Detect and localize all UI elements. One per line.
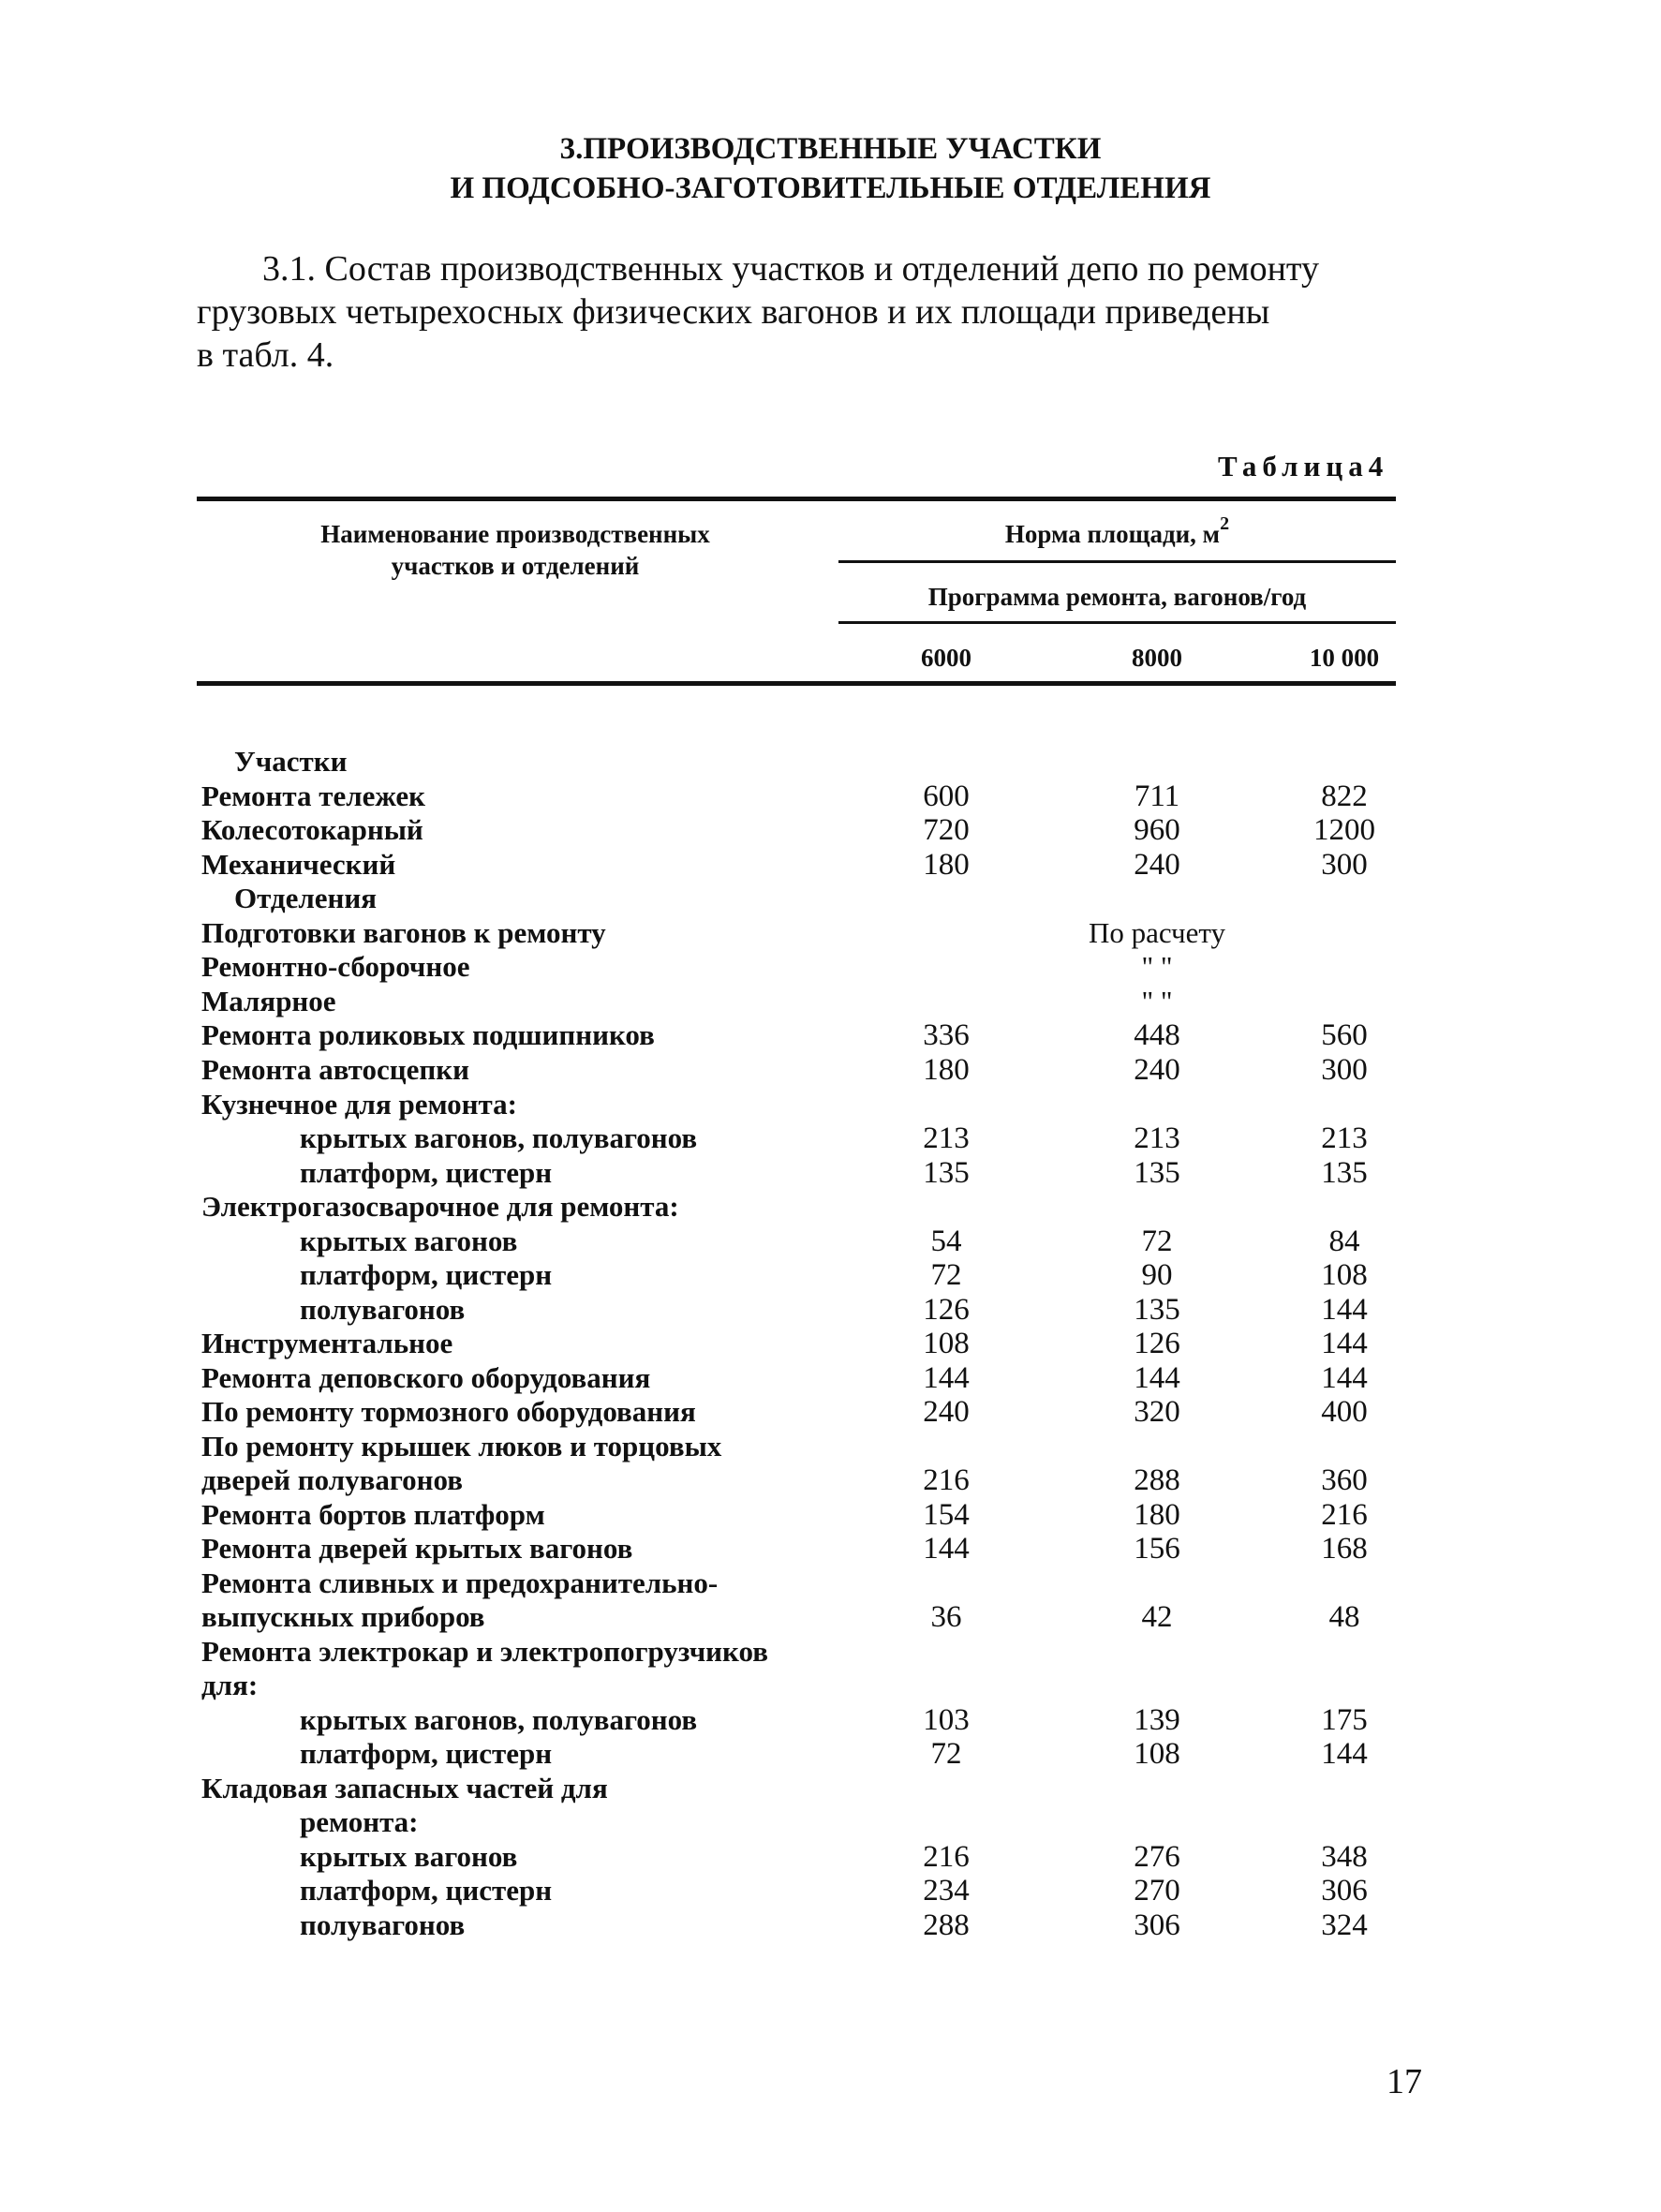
row-value-8000: 960: [1134, 813, 1180, 847]
row-label: Механический: [201, 848, 396, 881]
row-label: Подготовки вагонов к ремонту: [201, 916, 606, 949]
norm-underline: [838, 560, 1396, 563]
row-value-6000: 336: [923, 1018, 970, 1052]
row-value-10000: 144: [1321, 1293, 1368, 1327]
row-label: Отделения: [234, 882, 378, 914]
row-label: По ремонту крышек люков и торцовых: [201, 1430, 722, 1462]
row-merged-value: По расчету: [1088, 916, 1226, 949]
table-row: [0, 1327, 1661, 1360]
table-header-bottom-rule: [197, 681, 1396, 686]
section-heading-line-2: И ПОДСОБНО-ЗАГОТОВИТЕЛЬНЫЕ ОТДЕЛЕНИЯ: [450, 171, 1211, 205]
program-10000-header: 10 000: [1309, 644, 1380, 672]
row-value-6000: 600: [923, 779, 970, 813]
row-value-10000: 84: [1328, 1225, 1360, 1258]
row-value-6000: 213: [923, 1121, 970, 1155]
table-row: [0, 1361, 1661, 1395]
row-value-10000: 300: [1321, 1053, 1368, 1087]
program-8000-header: 8000: [1132, 644, 1182, 672]
row-label: крытых вагонов: [300, 1840, 518, 1873]
table-row: [0, 1190, 1661, 1224]
row-label: крытых вагонов, полувагонов: [300, 1121, 698, 1154]
row-value-10000: 1200: [1313, 813, 1375, 847]
row-label: платформ, цистерн: [300, 1258, 553, 1291]
row-value-10000: 324: [1321, 1908, 1368, 1942]
row-label: Ремонта бортов платформ: [201, 1498, 545, 1531]
row-label: Ремонта сливных и предохранительно-: [201, 1566, 719, 1599]
row-label: Инструментальное: [201, 1327, 453, 1359]
row-label: Ремонта роликовых подшипников: [201, 1018, 655, 1051]
row-merged-value: " ": [1141, 985, 1173, 1017]
row-value-10000: 144: [1321, 1361, 1368, 1395]
row-value-10000: 168: [1321, 1532, 1368, 1566]
row-value-6000: 72: [930, 1258, 962, 1292]
row-value-8000: 213: [1134, 1121, 1180, 1155]
row-value-10000: 216: [1321, 1498, 1368, 1532]
intro-paragraph: [197, 247, 1415, 377]
table-row: [0, 1772, 1661, 1805]
table-row: [0, 1258, 1661, 1292]
row-value-8000: 240: [1134, 1053, 1180, 1087]
row-label: Ремонта тележек: [201, 779, 426, 812]
row-value-8000: 139: [1134, 1703, 1180, 1737]
table-row: [0, 916, 1661, 950]
row-value-8000: 42: [1141, 1600, 1173, 1634]
table-row: [0, 1532, 1661, 1566]
row-label: Ремонта дверей крытых вагонов: [201, 1532, 633, 1565]
norm-header-sup: 2: [1220, 513, 1230, 534]
row-value-10000: 300: [1321, 848, 1368, 882]
table-row: [0, 1669, 1661, 1702]
table-row: [0, 1430, 1661, 1463]
paragraph-line-1: 3.1. Состав производственных участков и отделений депо по ремонту: [262, 249, 1320, 289]
row-value-8000: 144: [1134, 1361, 1180, 1395]
column-name-header: [234, 518, 796, 582]
row-value-6000: 36: [930, 1600, 962, 1634]
row-label: полувагонов: [300, 1293, 466, 1326]
row-label: выпускных приборов: [201, 1600, 485, 1633]
row-value-6000: 144: [923, 1361, 970, 1395]
row-label: крытых вагонов: [300, 1225, 518, 1257]
norm-header: [838, 513, 1396, 553]
row-value-8000: 72: [1141, 1225, 1173, 1258]
row-label: Ремонта автосцепки: [201, 1053, 469, 1086]
row-label: Ремонтно-сборочное: [201, 950, 470, 983]
table-row: [0, 1635, 1661, 1669]
table-row: [0, 1088, 1661, 1121]
table-row: [0, 1600, 1661, 1634]
row-value-10000: 144: [1321, 1737, 1368, 1771]
row-value-6000: 216: [923, 1463, 970, 1497]
row-label: Колесотокарный: [201, 813, 423, 846]
column-name-header-line-1: Наименование производственных: [320, 520, 710, 548]
row-value-8000: 276: [1134, 1840, 1180, 1874]
row-value-8000: 135: [1134, 1156, 1180, 1190]
program-header: Программа ремонта, вагонов/год: [927, 583, 1307, 611]
row-value-6000: 54: [930, 1225, 962, 1258]
row-label: ремонта:: [300, 1805, 419, 1838]
table-row: [0, 1121, 1661, 1155]
row-label: для:: [201, 1669, 259, 1701]
row-value-10000: 135: [1321, 1156, 1368, 1190]
row-value-6000: 135: [923, 1156, 970, 1190]
norm-header-text: Норма площади, м: [1004, 520, 1221, 548]
row-value-8000: 90: [1141, 1258, 1173, 1292]
table-row: [0, 1737, 1661, 1771]
row-value-6000: 216: [923, 1840, 970, 1874]
row-label: Электрогазосварочное для ремонта:: [201, 1190, 679, 1223]
row-label: Ремонта электрокар и электропогрузчиков: [201, 1635, 768, 1668]
row-value-6000: 72: [930, 1737, 962, 1771]
row-value-6000: 126: [923, 1293, 970, 1327]
row-value-6000: 240: [923, 1395, 970, 1429]
table-caption: Таблица4: [1218, 450, 1389, 482]
row-label: дверей полувагонов: [201, 1463, 464, 1496]
table-row: [0, 1395, 1661, 1429]
table-row: [0, 1703, 1661, 1737]
row-value-10000: 144: [1321, 1327, 1368, 1360]
row-label: Ремонта деповского оборудования: [201, 1361, 651, 1394]
table-row: [0, 1498, 1661, 1532]
table-row: [0, 1840, 1661, 1874]
row-value-8000: 135: [1134, 1293, 1180, 1327]
table-row: [0, 950, 1661, 984]
row-value-8000: 156: [1134, 1532, 1180, 1566]
table-row: [0, 985, 1661, 1018]
row-value-8000: 180: [1134, 1498, 1180, 1532]
table-top-rule: [197, 497, 1396, 501]
table-row: [0, 1293, 1661, 1327]
table-row: [0, 1908, 1661, 1942]
table-row: [0, 1156, 1661, 1190]
row-label: Малярное: [201, 985, 336, 1017]
section-heading: [0, 129, 1661, 208]
table-row: [0, 1018, 1661, 1052]
row-value-6000: 180: [923, 1053, 970, 1087]
row-value-10000: 48: [1328, 1600, 1360, 1634]
row-label: По ремонту тормозного оборудования: [201, 1395, 696, 1428]
row-merged-value: " ": [1141, 950, 1173, 983]
row-value-8000: 108: [1134, 1737, 1180, 1771]
section-heading-line-1: 3.ПРОИЗВОДСТВЕННЫЕ УЧАСТКИ: [559, 132, 1102, 166]
table-row: [0, 1805, 1661, 1839]
row-value-6000: 288: [923, 1908, 970, 1942]
row-value-6000: 103: [923, 1703, 970, 1737]
column-name-header-line-2: участков и отделений: [391, 552, 640, 580]
row-value-8000: 448: [1134, 1018, 1180, 1052]
table-row: [0, 848, 1661, 882]
table-row: [0, 1463, 1661, 1497]
row-value-10000: 560: [1321, 1018, 1368, 1052]
row-label: Кузнечное для ремонта:: [201, 1088, 517, 1121]
row-value-8000: 288: [1134, 1463, 1180, 1497]
program-6000-header: 6000: [921, 644, 971, 672]
paragraph-line-2: грузовых четырехосных физических вагонов и их площади приведены: [197, 292, 1270, 332]
row-label: платформ, цистерн: [300, 1874, 553, 1907]
row-value-10000: 348: [1321, 1840, 1368, 1874]
table-row: [0, 779, 1661, 813]
row-value-10000: 108: [1321, 1258, 1368, 1292]
page-number: 17: [1387, 2062, 1422, 2101]
row-label: платформ, цистерн: [300, 1156, 553, 1189]
row-value-10000: 213: [1321, 1121, 1368, 1155]
row-value-10000: 360: [1321, 1463, 1368, 1497]
table-row: [0, 1874, 1661, 1908]
paragraph-line-3: в табл. 4.: [197, 335, 334, 375]
row-value-8000: 126: [1134, 1327, 1180, 1360]
row-value-6000: 154: [923, 1498, 970, 1532]
row-label: платформ, цистерн: [300, 1737, 553, 1770]
row-value-8000: 320: [1134, 1395, 1180, 1429]
row-value-10000: 175: [1321, 1703, 1368, 1737]
table-row: [0, 745, 1661, 779]
row-value-6000: 720: [923, 813, 970, 847]
table-row: [0, 1566, 1661, 1600]
row-label: крытых вагонов, полувагонов: [300, 1703, 698, 1736]
program-underline: [838, 621, 1396, 624]
row-label: Кладовая запасных частей для: [201, 1772, 608, 1804]
row-value-6000: 144: [923, 1532, 970, 1566]
table-row: [0, 813, 1661, 847]
table-row: [0, 882, 1661, 915]
row-value-10000: 306: [1321, 1874, 1368, 1908]
table-row: [0, 1225, 1661, 1258]
row-label: полувагонов: [300, 1908, 466, 1941]
row-value-6000: 108: [923, 1327, 970, 1360]
row-value-8000: 240: [1134, 848, 1180, 882]
row-value-6000: 234: [923, 1874, 970, 1908]
row-value-6000: 180: [923, 848, 970, 882]
table-row: [0, 1053, 1661, 1087]
row-value-10000: 822: [1321, 779, 1368, 813]
row-value-8000: 306: [1134, 1908, 1180, 1942]
row-value-10000: 400: [1321, 1395, 1368, 1429]
row-value-8000: 711: [1134, 779, 1180, 813]
row-value-8000: 270: [1134, 1874, 1180, 1908]
row-label: Участки: [234, 745, 348, 778]
